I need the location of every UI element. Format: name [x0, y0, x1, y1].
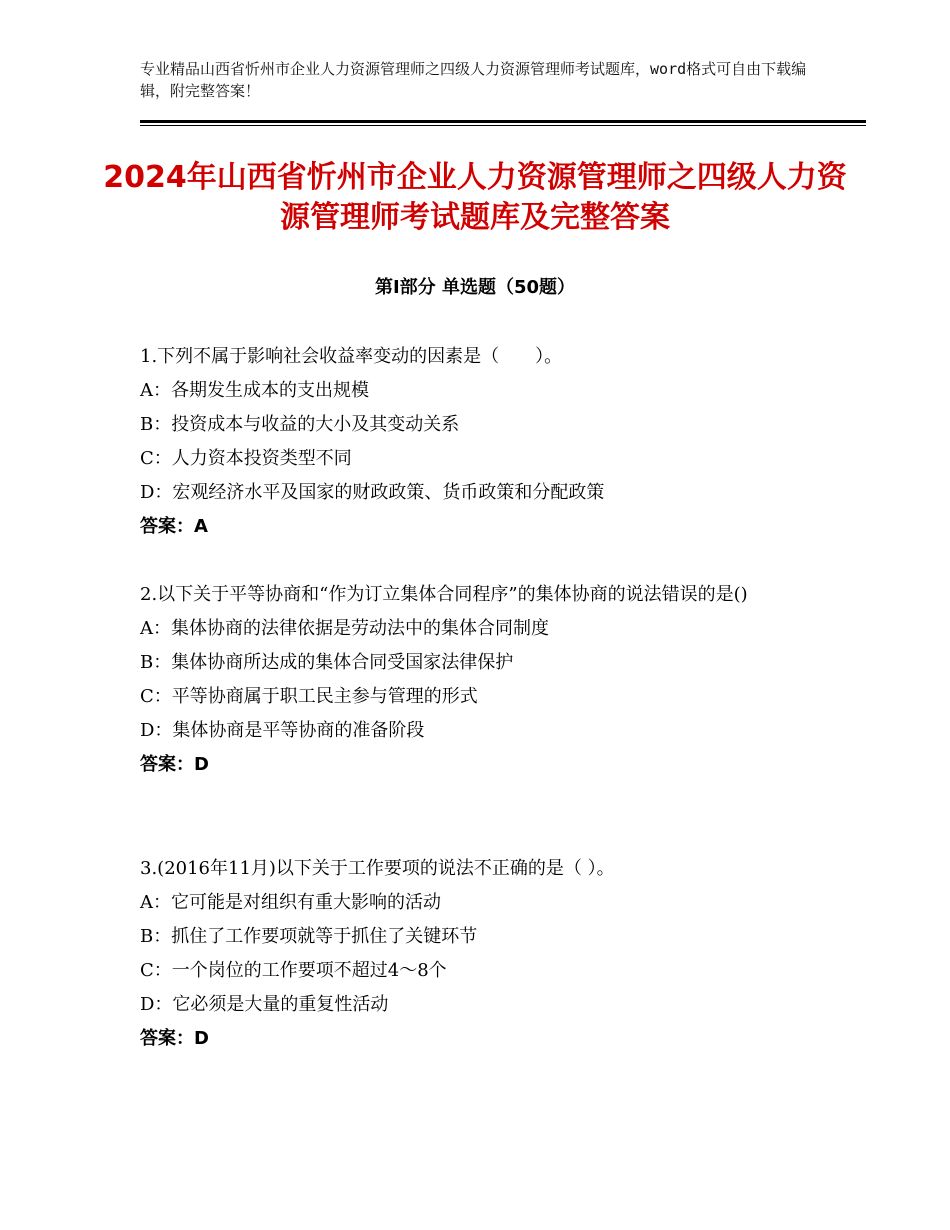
option-a: A：集体协商的法律依据是劳动法中的集体合同制度 — [140, 618, 549, 639]
answer-line: 答案：D — [140, 1028, 209, 1049]
option-b: B：集体协商所达成的集体合同受国家法律保护 — [140, 652, 514, 673]
header-rule-thick — [140, 120, 866, 123]
option-d: D：宏观经济水平及国家的财政政策、货币政策和分配政策 — [140, 482, 605, 503]
question-stem: 1.下列不属于影响社会收益率变动的因素是（ ）。 — [140, 346, 563, 367]
header-note: 专业精品山西省忻州市企业人力资源管理师之四级人力资源管理师考试题库，word格式可自由下载编辑，附完整答案！ — [140, 60, 807, 100]
header-rule-thin — [140, 125, 866, 126]
option-c: C：一个岗位的工作要项不超过4～8个 — [140, 960, 447, 981]
question-block — [140, 340, 830, 544]
option-c: C：平等协商属于职工民主参与管理的形式 — [140, 686, 478, 707]
question-stem: 3.(2016年11月)以下关于工作要项的说法不正确的是（ ）。 — [140, 858, 615, 879]
document-title: 2024年山西省忻州市企业人力资源管理师之四级人力资源管理师考试题库及完整答案 — [103, 160, 847, 235]
section-heading: 第Ⅰ部分 单选题（50题） — [374, 277, 575, 298]
question-block — [140, 852, 830, 1056]
option-b: B：抓住了工作要项就等于抓住了关键环节 — [140, 926, 478, 947]
option-a: A：它可能是对组织有重大影响的活动 — [140, 892, 441, 913]
option-c: C：人力资本投资类型不同 — [140, 448, 352, 469]
answer-line: 答案：A — [140, 516, 208, 537]
option-d: D：集体协商是平等协商的准备阶段 — [140, 720, 425, 741]
option-b: B：投资成本与收益的大小及其变动关系 — [140, 414, 460, 435]
option-a: A：各期发生成本的支出规模 — [140, 380, 369, 401]
option-d: D：它必须是大量的重复性活动 — [140, 994, 389, 1015]
question-stem: 2.以下关于平等协商和“作为订立集体合同程序”的集体协商的说法错误的是() — [140, 584, 748, 605]
question-block — [140, 578, 830, 782]
answer-line: 答案：D — [140, 754, 209, 775]
